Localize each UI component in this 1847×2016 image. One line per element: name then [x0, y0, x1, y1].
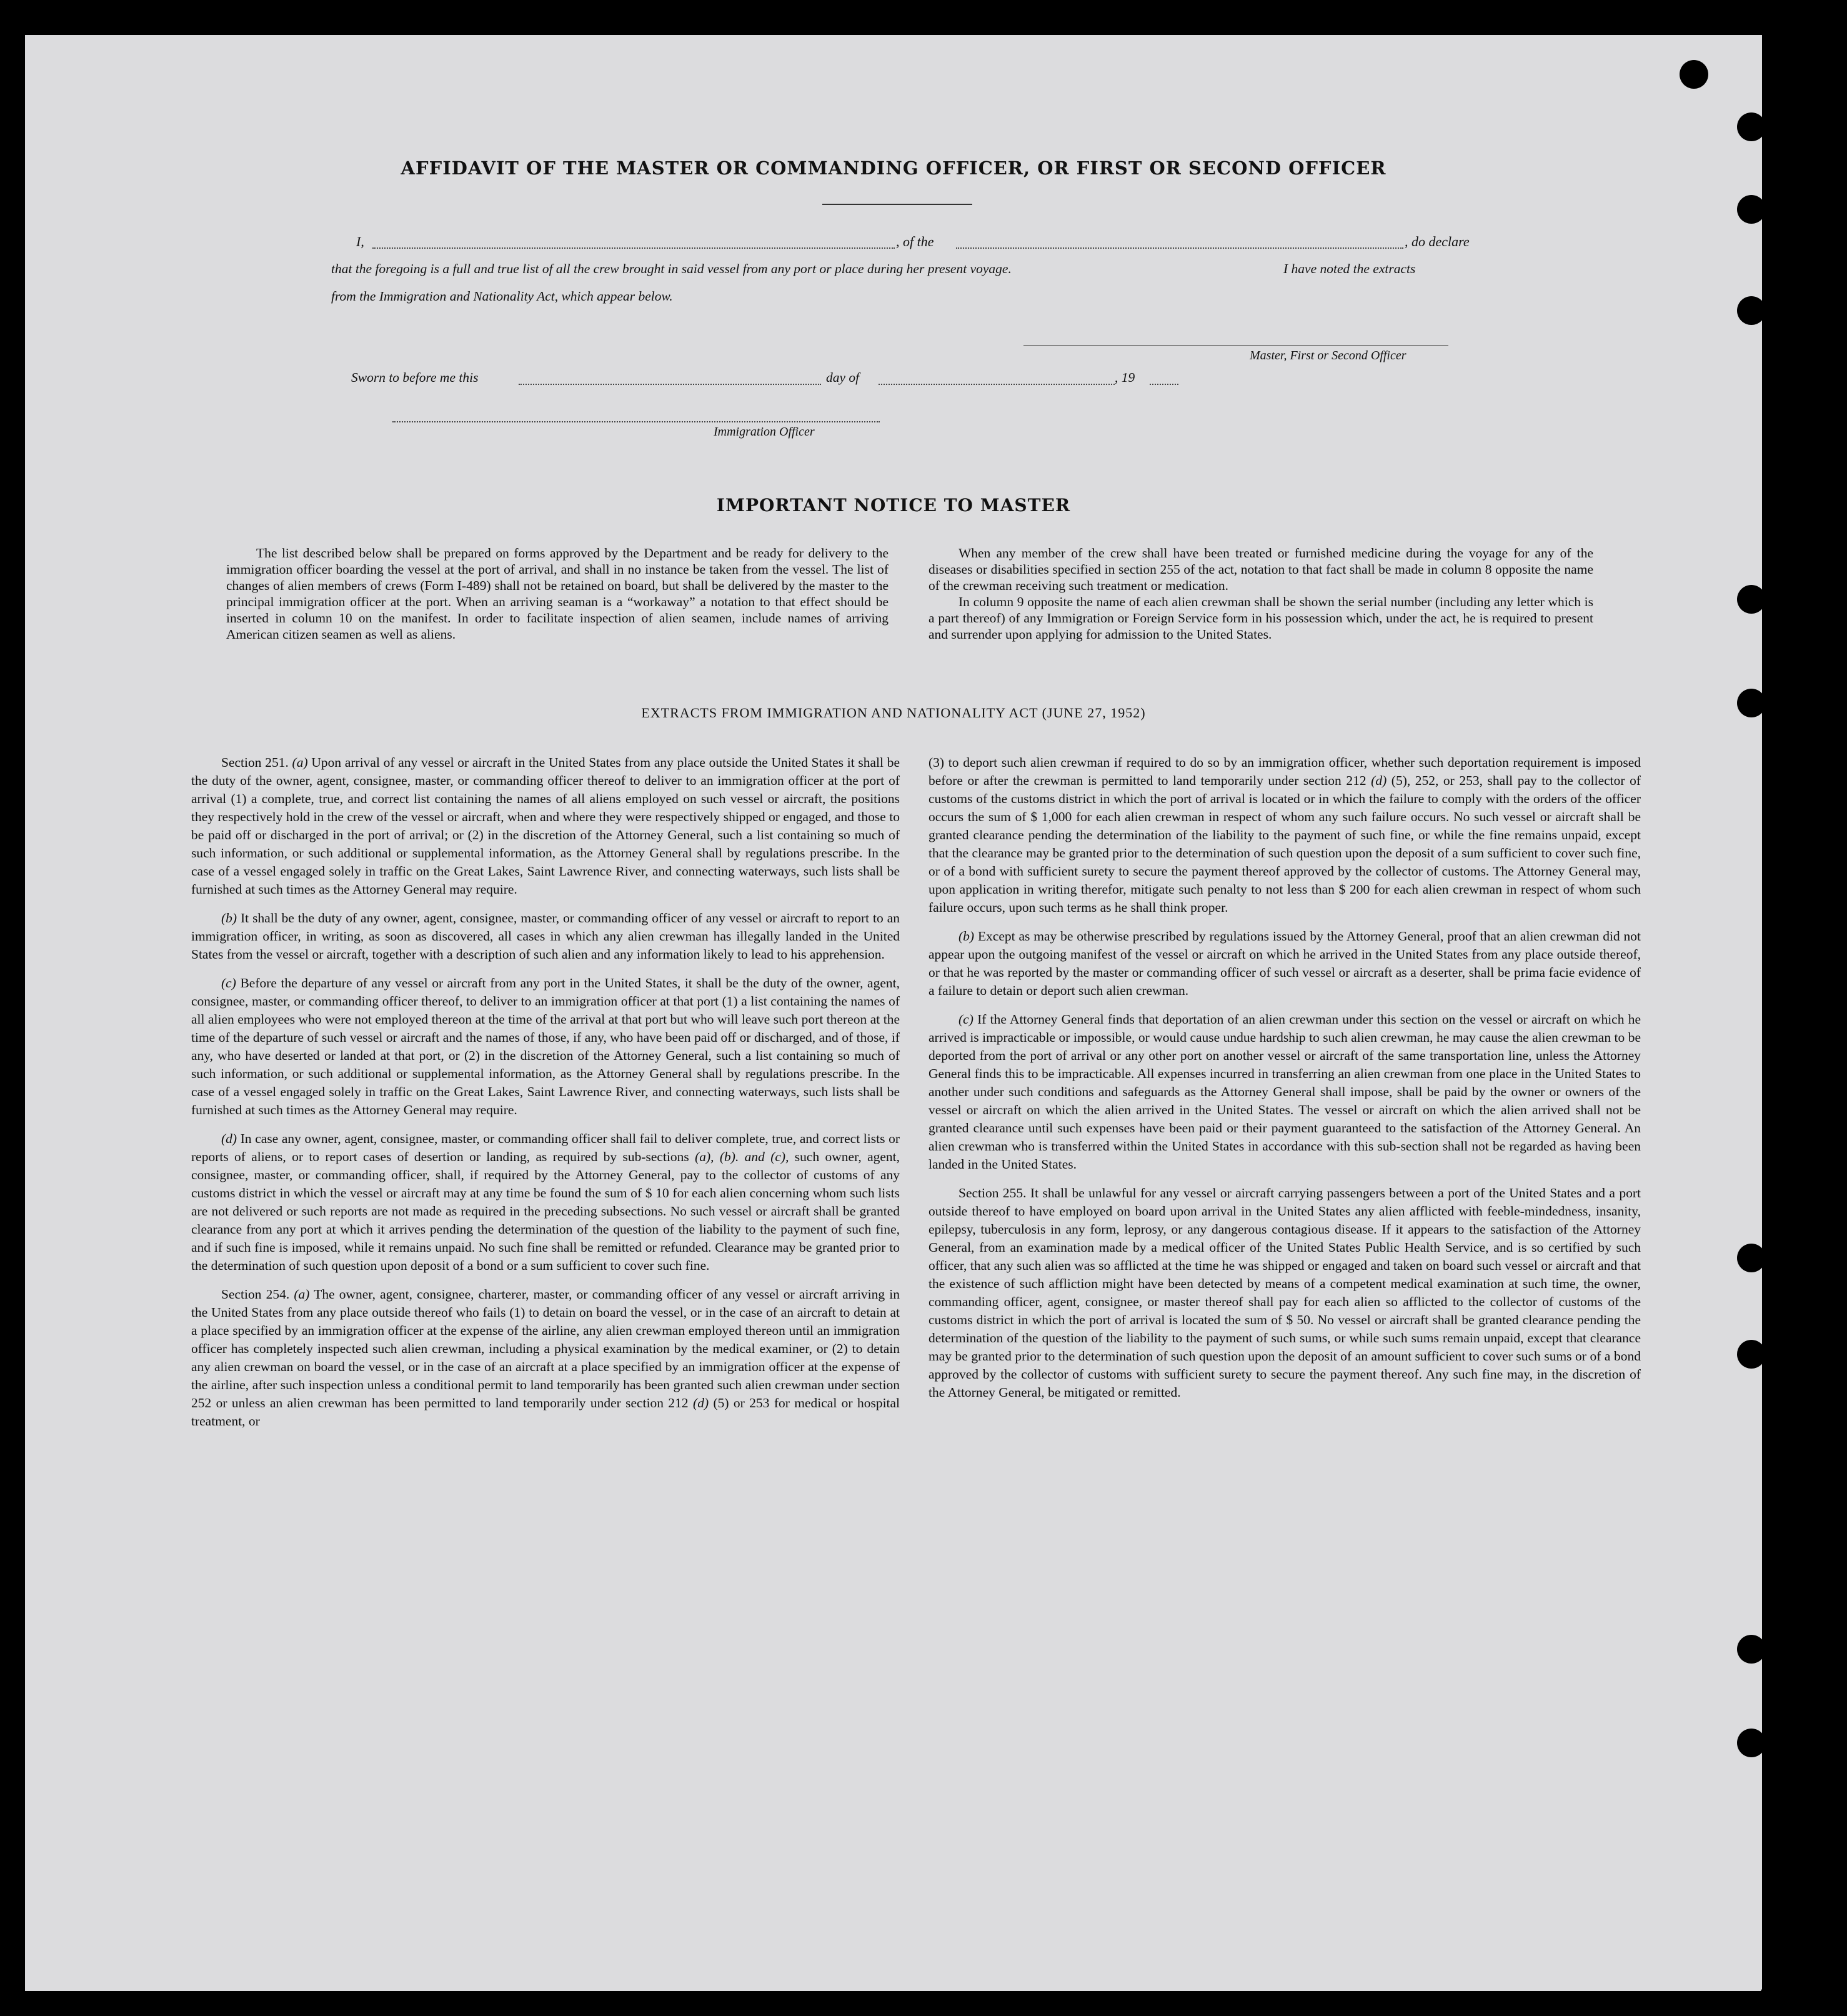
punch-hole	[1737, 1635, 1762, 1664]
affidavit-extracts-note: I have noted the extracts	[1283, 261, 1416, 276]
year-label: , 19	[1115, 370, 1135, 385]
name-blank[interactable]	[372, 247, 895, 249]
immigration-officer-label: Immigration Officer	[714, 425, 815, 439]
day-of-label: day of	[826, 370, 860, 385]
notice-left-column	[226, 545, 889, 642]
punch-hole	[1737, 112, 1762, 141]
affidavit-i-label: I,	[356, 234, 364, 249]
sworn-month-blank[interactable]	[879, 384, 1115, 385]
notice-title: IMPORTANT NOTICE TO MASTER	[716, 495, 1071, 516]
section-251a: Section 251. (a) Upon arrival of any vessel or aircraft in the United States from any place outside the United States it shall be the duty of the owner, agent, consignee, master, or commanding officer thereof to deliver to an immigration officer at the port of arrival (1) a complete, true, and correct list containing the names of all aliens employed on such vessel or aircraft, the positions they respectively hold in the crew of the vessel or aircraft, when and where they were respectively shipped or engaged, and those to be paid off or discharged in the port of arrival; or (2) in the discretion of the Attorney General, such a list containing so much of such information, or such additional or supplemental information, as the Attorney General shall by regulations prescribe. In the case of a vessel engaged solely in traffic on the Great Lakes, Saint Lawrence River, and connecting waterways, such lists shall be furnished at such times as the Attorney General may require.	[191, 755, 900, 897]
extracts-title: EXTRACTS FROM IMMIGRATION AND NATIONALITY ACT (JUNE 27, 1952)	[641, 705, 1146, 721]
section-254b: (b) Except as may be otherwise prescribed by regulations issued by the Attorney General, proof that an alien crewman did not appear upon the outgoing manifest of the vessel or aircraft on which he arrived in the United States from any place outside thereof, or that he was reported by the master or commanding officer of such vessel or aircraft as a deserter, shall be prima facie evidence of a failure to detain or deport such alien crewman.	[928, 929, 1641, 998]
punch-hole	[1737, 195, 1762, 224]
section-254a: Section 254. (a) The owner, agent, consignee, charterer, master, or commanding officer of any vessel or aircraft arriving in the United States from any place outside thereof who fails (1) to detain on board the vessel, or in the case of an aircraft to detain at a place specified by an immigration officer at the expense of the airline, any alien crewman employed thereon until an immigration officer has completely inspected such alien crewman, including a physical examination by the medical examiner, or (2) to detain any alien crewman on board the vessel, or in the case of an aircraft at a place specified by an immigration officer at the expense of the airline, after such inspection unless a conditional permit to land temporarily has been granted such alien crewman under section 252 or unless an alien crewman has been permitted to land temporarily under section 212 (d) (5) or 253 for medical or hospital treatment, or	[191, 1287, 900, 1429]
punch-hole	[1737, 1729, 1762, 1757]
notice-right-paragraph-2: In column 9 opposite the name of each alien crewman shall be shown the serial number (including any letter which is a part thereof) of any Immigration or Foreign Service form in his possession which, under the act, he is required to present and surrender upon applying for admission to the United States.	[928, 594, 1593, 642]
punch-hole	[1737, 585, 1762, 614]
document-page	[25, 35, 1762, 1991]
affidavit-statement: that the foregoing is a full and true list of all the crew brought in said vessel from any port or place during her present voyage.	[331, 261, 1012, 276]
punch-hole	[1680, 60, 1708, 89]
vessel-blank[interactable]	[956, 247, 1403, 249]
sworn-label: Sworn to before me this	[351, 370, 479, 385]
section-251b: (b) It shall be the duty of any owner, agent, consignee, master, or commanding officer of any vessel or aircraft to report to an immigration officer, in writing, as soon as discovered, all cases in which any alien crewman has illegally landed in the United States from the vessel or aircraft, together with a description of such alien and any information likely to lead to his apprehension.	[191, 911, 900, 962]
master-signature-label: Master, First or Second Officer	[1250, 349, 1406, 362]
torn-corner	[1740, 1985, 1762, 1991]
affidavit-title: AFFIDAVIT OF THE MASTER OR COMMANDING OFFICER, OR FIRST OR SECOND OFFICER	[401, 157, 1386, 179]
affidavit-statement-cont: from the Immigration and Nationality Act, which appear below.	[331, 289, 673, 304]
sworn-day-blank[interactable]	[519, 384, 821, 385]
section-254a-continued: (3) to deport such alien crewman if required to do so by an immigration officer, whether such deportation requirement is imposed before or after the crewman is permitted to land temporarily under section 212 (d) (5), 252, or 253, shall pay to the collector of customs of the customs district in which the port of arrival is located or in which the failure to comply with the orders of the officer occurs the sum of $ 1,000 for each alien crewman in respect of whom any such failure occurs. No such vessel or aircraft shall be granted clearance pending the determination of the liability to the payment of such fine, or while the fine remains unpaid, except that the clearance may be granted prior to the determination of such question upon the deposit of a sum sufficient to cover such fine, or of a bond with sufficient surety to secure the payment thereof approved by the collector of customs. The Attorney General may, upon application in writing therefor, mitigate such penalty to not less than $ 200 for each alien crewman in respect of whom such failure occurs, upon such terms as he shall think proper.	[928, 755, 1641, 915]
notice-left-paragraph: The list described below shall be prepared on forms approved by the Department and be ready for delivery to the immigration officer boarding the vessel at the port of arrival, and shall in no instance be taken from the vessel. The list of changes of alien members of crews (Form I-489) shall not be retained on board, but shall be delivered by the master to the principal immigration officer at the port. When an arriving seaman is a “workaway” a notation to that effect should be inserted in column 10 on the manifest. In order to facilitate inspection of alien seamen, include names of arriving American citizen seamen as well as aliens.	[226, 546, 889, 642]
extracts-left-column	[191, 754, 900, 1441]
section-251d: (d) In case any owner, agent, consignee, master, or commanding officer shall fail to deliver complete, true, and correct lists or reports of aliens, or to report cases of desertion or landing, as required by sub-sections (a), (b). and (c), such owner, agent, consignee, master, or commanding officer, shall, if required by the Attorney General, pay to the collector of customs of any customs district in which the vessel or aircraft may at any time be found the sum of $ 10 for each alien concerning whom such lists are not delivered or such reports are not made as required in the preceding subsections. No such vessel or aircraft shall be granted clearance from any port at which it arrives pending the determination of the question of the liability to the payment of such fine, and if such fine is imposed, while it remains unpaid. No such fine shall be remitted or refunded. Clearance may be granted prior to the determination of such question upon deposit of a bond or a sum sufficient to cover such fine.	[191, 1131, 900, 1273]
notice-right-paragraph-1: When any member of the crew shall have been treated or furnished medicine during the voyage for any of the diseases or disabilities specified in section 255 of the act, notation to that fact shall be made in column 8 opposite the name of the crewman receiving such treatment or medication.	[928, 546, 1593, 593]
section-255: Section 255. It shall be unlawful for any vessel or aircraft carrying passengers between a port of the United States and a port outside thereof to have employed on board upon arrival in the United States any alien afflicted with feeble-mindedness, insanity, epilepsy, tuberculosis in any form, leprosy, or any dangerous contagious disease. If it appears to the satisfaction of the Attorney General, from an examination made by a medical officer of the United States Public Health Service, and is so certified by such officer, that any such alien was so afflicted at the time he was shipped or engaged and taken on board such vessel or aircraft and that the existence of such affliction might have been detected by means of a competent medical examination at such time, the owner, commanding officer, agent, consignee, or master thereof shall pay for each alien so afflicted to the collector of customs of the customs district in which the port of arrival is located the sum of $ 50. No vessel or aircraft shall be granted clearance pending the determination of the question of the liability to the payment of such sums, or while such sums remain unpaid, except that clearance may be granted prior to the determination of such question upon the deposit of an amount sufficient to cover such sums or of a bond approved by the collector of customs with sufficient surety to secure the payment thereof. Any such fine may, in the discretion of the Attorney General, be mitigated or remitted.	[928, 1185, 1641, 1400]
punch-hole	[1737, 1340, 1762, 1369]
sworn-year-blank[interactable]	[1150, 384, 1178, 385]
section-254c: (c) If the Attorney General finds that deportation of an alien crewman under this section on the vessel or aircraft on which he arrived is impracticable or impossible, or would cause undue hardship to such alien crewman, he may cause the alien crewman to be deported from the port of arrival or any other port on another vessel or aircraft of the same transportation line, unless the Attorney General finds this to be impracticable. All expenses incurred in transferring an alien crewman from one place in the United States to another under such conditions and safeguards as the Attorney General shall impose, shall be paid by the owner or owners of the vessel or aircraft on which the alien arrived in the United States. The vessel or aircraft on which the alien arrived shall not be granted clearance until such expenses have been paid or their payment guaranteed to the satisfaction of the Attorney General. An alien crewman who is transferred within the United States in accordance with this sub-section shall not be regarded as having been landed in the United States.	[928, 1012, 1641, 1172]
punch-hole	[1737, 296, 1762, 325]
section-251c: (c) Before the departure of any vessel or aircraft from any port in the United States, it shall be the duty of the owner, agent, consignee, master, or commanding officer thereof, to deliver to an immigration officer at that port (1) a list containing the names of all alien employees who were not employed thereon at the time of the arrival at that port but who will leave such port thereon at the time of the departure of such vessel or aircraft and the names of those, if any, who have been paid off or discharged, and of those, if any, who have deserted or landed at that port, or (2) in the discretion of the Attorney General, such a list containing so much of such information, or such additional or supplemental information, as the Attorney General shall by regulations prescribe. In the case of a vessel engaged solely in traffic on the Great Lakes, Saint Lawrence River, and connecting waterways, such lists shall be furnished at such times as the Attorney General may require.	[191, 976, 900, 1117]
officer-signature-line[interactable]	[392, 421, 880, 422]
title-rule	[822, 204, 972, 205]
show-through-text	[287, 110, 299, 142]
notice-right-column	[928, 545, 1593, 642]
master-signature-line[interactable]	[1023, 345, 1448, 346]
punch-hole	[1737, 1244, 1762, 1272]
affidavit-of-the-label: , of the	[896, 234, 934, 249]
extracts-right-column	[928, 754, 1641, 1412]
affidavit-declare-label: , do declare	[1405, 234, 1470, 249]
